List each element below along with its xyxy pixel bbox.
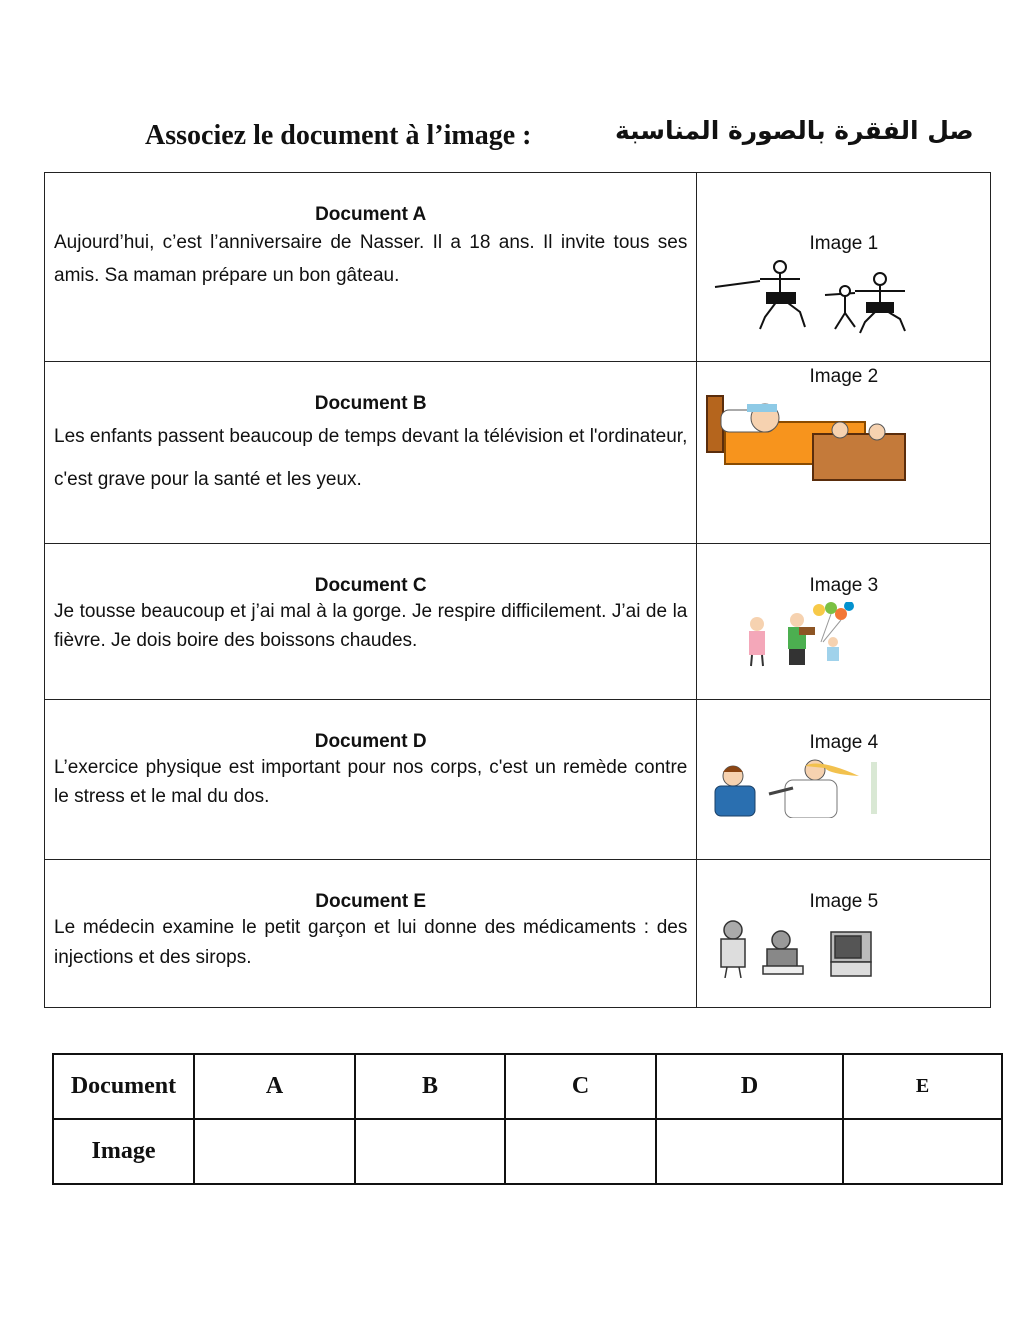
document-d-title: Document D (314, 731, 427, 752)
document-a-title: Document A (315, 204, 427, 225)
image-2-cell (697, 362, 991, 544)
answer-column-c: C (505, 1054, 656, 1119)
table-row (45, 860, 991, 1008)
exercise-figures-icon (705, 257, 920, 335)
document-e-cell (45, 860, 697, 1008)
document-e-title: Document E (315, 891, 427, 912)
answer-row-header-document: Document (53, 1054, 194, 1119)
image-4-label: Image 4 (809, 732, 879, 753)
document-a-text: Aujourd’hui, c’est l’anniversaire de Nasser. Il a 18 ans. Il invite tous ses amis. Sa maman prépare un bon gâteau. (54, 232, 688, 286)
answer-row-document (53, 1054, 1002, 1119)
image-1-label: Image 1 (809, 233, 879, 254)
image-3-cell (697, 544, 991, 700)
answer-column-b: B (355, 1054, 505, 1119)
document-b-title: Document B (314, 393, 427, 414)
answer-row-image (53, 1119, 1002, 1184)
table-row (45, 173, 991, 362)
answer-input-a[interactable] (194, 1119, 355, 1184)
answer-input-c[interactable] (505, 1119, 656, 1184)
image-4-cell (697, 700, 991, 860)
page-title-french: Associez le document à l’image : (145, 120, 532, 151)
document-c-text: Je tousse beaucoup et j’ai mal à la gorge. Je respire difficilement. J’ai de la fièvre. Je dois boire des boissons chaudes. (54, 601, 688, 651)
answer-column-e: E (843, 1054, 1002, 1119)
answer-column-a: A (194, 1054, 355, 1119)
image-2-label: Image 2 (809, 366, 879, 387)
document-e-text: Le médecin examine le petit garçon et lui donne des médicaments : des injections et des sirops. (54, 917, 688, 968)
table-row (45, 544, 991, 700)
matching-table (44, 172, 991, 1008)
birthday-family-icon (737, 602, 887, 668)
image-1-cell (697, 173, 991, 362)
document-a-cell (45, 173, 697, 362)
answer-row-header-image: Image (53, 1119, 194, 1184)
answer-table (52, 1053, 1003, 1185)
image-5-label: Image 5 (809, 891, 879, 912)
children-tv-icon (709, 918, 877, 978)
document-d-text: L’exercice physique est important pour nos corps, c'est un remède contre le stress et le mal du dos. (54, 757, 688, 807)
document-c-cell (45, 544, 697, 700)
page-title-arabic: صل الفقرة بالصورة المناسبة (615, 116, 974, 145)
sick-in-bed-icon (705, 390, 909, 482)
doctor-child-icon (709, 758, 885, 818)
document-b-cell (45, 362, 697, 544)
document-d-cell (45, 700, 697, 860)
answer-column-d: D (656, 1054, 843, 1119)
document-c-title: Document C (314, 575, 427, 596)
answer-input-e[interactable] (843, 1119, 1002, 1184)
image-3-label: Image 3 (809, 575, 879, 596)
answer-input-d[interactable] (656, 1119, 843, 1184)
document-b-text: Les enfants passent beaucoup de temps devant la télévision et l'ordinateur, c'est grave pour la santé et les yeux. (54, 426, 688, 490)
answer-input-b[interactable] (355, 1119, 505, 1184)
image-5-cell (697, 860, 991, 1008)
table-row (45, 700, 991, 860)
table-row (45, 362, 991, 544)
